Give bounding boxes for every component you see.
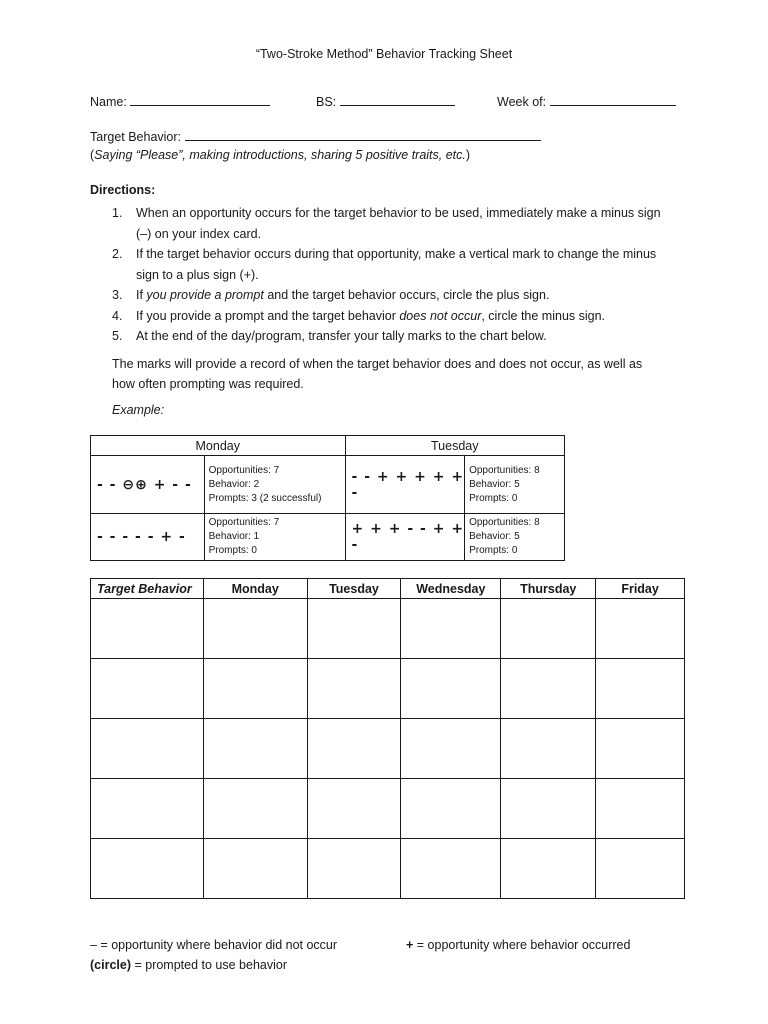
table-cell[interactable] (596, 599, 685, 659)
paragraph-line: The marks will provide a record of when the target behavior does and does not occur, as well as (112, 357, 643, 371)
circle-symbol: (circle) (90, 958, 131, 972)
table-cell[interactable] (401, 719, 501, 779)
prompts-count: Prompts: 0 (469, 545, 518, 556)
table-cell[interactable] (91, 719, 204, 779)
column-header-thursday: Thursday (501, 579, 596, 599)
step-text: sign to a plus sign (+). (136, 267, 259, 282)
opportunities-count: Opportunities: 8 (469, 517, 540, 528)
directions-list (112, 203, 692, 347)
step-text: If you provide a prompt and the target behavior (136, 308, 400, 323)
table-row (91, 599, 685, 659)
name-label: Name: (90, 95, 127, 109)
target-behavior-field[interactable] (90, 128, 541, 144)
step-number: 1. (112, 206, 123, 220)
table-cell[interactable] (596, 839, 685, 899)
tally-marks: - - - - - + - (91, 514, 205, 561)
paren-close: ) (465, 148, 471, 162)
table-cell[interactable] (401, 779, 501, 839)
step-number: 2. (112, 247, 123, 261)
step-number: 4. (112, 308, 123, 323)
table-cell[interactable] (91, 599, 204, 659)
tally-marks: - - ⊖⊕ + - - (91, 456, 205, 514)
opportunities-count: Opportunities: 8 (469, 464, 540, 476)
direction-step (112, 203, 692, 244)
direction-step (112, 326, 692, 347)
table-cell[interactable] (501, 659, 596, 719)
plus-symbol: + (406, 938, 414, 952)
table-cell[interactable] (596, 659, 685, 719)
table-row (91, 659, 685, 719)
legend-plus (406, 938, 630, 952)
direction-step (112, 244, 692, 285)
week-blank[interactable] (550, 93, 676, 106)
legend-text: = prompted to use behavior (131, 958, 287, 972)
minus-symbol: – (90, 938, 97, 952)
legend-circle (90, 958, 287, 972)
step-text: , circle the minus sign. (481, 308, 606, 323)
bs-field[interactable] (316, 93, 455, 109)
bs-label: BS: (316, 95, 337, 109)
opportunities-count: Opportunities: 7 (208, 464, 280, 476)
target-behavior-label: Target Behavior: (90, 130, 182, 144)
name-blank[interactable] (130, 93, 270, 106)
table-cell[interactable] (307, 599, 401, 659)
table-cell[interactable] (596, 719, 685, 779)
target-behavior-blank[interactable] (185, 128, 541, 141)
table-row (91, 839, 685, 899)
column-header-tuesday: Tuesday (307, 579, 401, 599)
table-cell[interactable] (307, 659, 401, 719)
table-cell[interactable] (501, 719, 596, 779)
table-cell[interactable] (91, 839, 204, 899)
bs-blank[interactable] (340, 93, 455, 106)
direction-step (112, 285, 692, 306)
column-header-friday: Friday (596, 579, 685, 599)
directions-heading: Directions: (90, 183, 156, 197)
tracking-table (90, 578, 685, 899)
table-cell[interactable] (307, 779, 401, 839)
tally-marks: - - + + + + + - (345, 456, 465, 514)
prompts-count: Prompts: 0 (208, 545, 257, 556)
example-header-monday: Monday (91, 436, 346, 456)
week-field[interactable] (497, 93, 676, 109)
step-text: At the end of the day/program, transfer your tally marks to the chart below. (136, 329, 547, 343)
behavior-count: Behavior: 5 (469, 478, 520, 490)
column-header-target-behavior: Target Behavior (91, 579, 204, 599)
table-cell[interactable] (91, 779, 204, 839)
page-title: “Two-Stroke Method” Behavior Tracking Sheet (255, 47, 513, 61)
table-cell[interactable] (501, 599, 596, 659)
column-header-wednesday: Wednesday (401, 579, 501, 599)
tally-summary (204, 456, 345, 514)
table-cell[interactable] (307, 719, 401, 779)
table-cell[interactable] (401, 659, 501, 719)
prompts-count: Prompts: 0 (469, 492, 518, 504)
behavior-count: Behavior: 2 (208, 478, 260, 490)
table-cell[interactable] (596, 779, 685, 839)
behavior-count: Behavior: 1 (208, 531, 260, 542)
tally-summary (204, 514, 345, 561)
tally-summary (465, 456, 565, 514)
table-cell[interactable] (501, 839, 596, 899)
example-label: Example: (112, 403, 165, 417)
paragraph-line: how often prompting was required. (112, 376, 304, 391)
table-row (91, 719, 685, 779)
step-text: When an opportunity occurs for the target behavior to be used, immediately make a minus sign (136, 206, 661, 220)
column-header-monday: Monday (203, 579, 307, 599)
table-cell[interactable] (401, 599, 501, 659)
step-number: 5. (112, 329, 123, 343)
table-cell[interactable] (91, 659, 204, 719)
table-cell[interactable] (203, 719, 307, 779)
paren-open: ( (90, 148, 95, 162)
step-text: If (136, 288, 147, 302)
table-cell[interactable] (203, 779, 307, 839)
tally-summary (465, 514, 565, 561)
step-emphasis: does not occur (399, 308, 482, 323)
step-text: and the target behavior occurs, circle the plus sign. (263, 288, 550, 302)
legend-text: = opportunity where behavior did not occur (96, 938, 338, 952)
target-behavior-examples (90, 148, 470, 162)
opportunities-count: Opportunities: 7 (208, 517, 280, 528)
step-text: (–) on your index card. (136, 226, 262, 241)
example-header-tuesday: Tuesday (345, 436, 564, 456)
name-field[interactable] (90, 93, 270, 109)
step-text: If the target behavior occurs during that opportunity, make a vertical mark to change the minus (136, 247, 657, 261)
table-cell[interactable] (501, 779, 596, 839)
legend-minus (90, 938, 337, 952)
behavior-count: Behavior: 5 (469, 531, 520, 542)
week-label: Week of: (497, 95, 547, 109)
directions-paragraph (112, 355, 702, 394)
table-cell[interactable] (203, 599, 307, 659)
tally-marks: + + + - - + + - (345, 514, 465, 561)
legend-text: = opportunity where behavior occurred (413, 938, 631, 952)
table-cell[interactable] (401, 839, 501, 899)
prompts-count: Prompts: 3 (2 successful) (208, 492, 322, 504)
step-emphasis: you provide a prompt (146, 288, 264, 302)
table-row (91, 779, 685, 839)
table-cell[interactable] (307, 839, 401, 899)
step-number: 3. (112, 288, 123, 302)
example-table (90, 435, 565, 561)
direction-step (112, 306, 692, 327)
examples-text: Saying “Please”, making introductions, sharing 5 positive traits, etc. (94, 148, 466, 162)
table-cell[interactable] (203, 839, 307, 899)
table-cell[interactable] (203, 659, 307, 719)
